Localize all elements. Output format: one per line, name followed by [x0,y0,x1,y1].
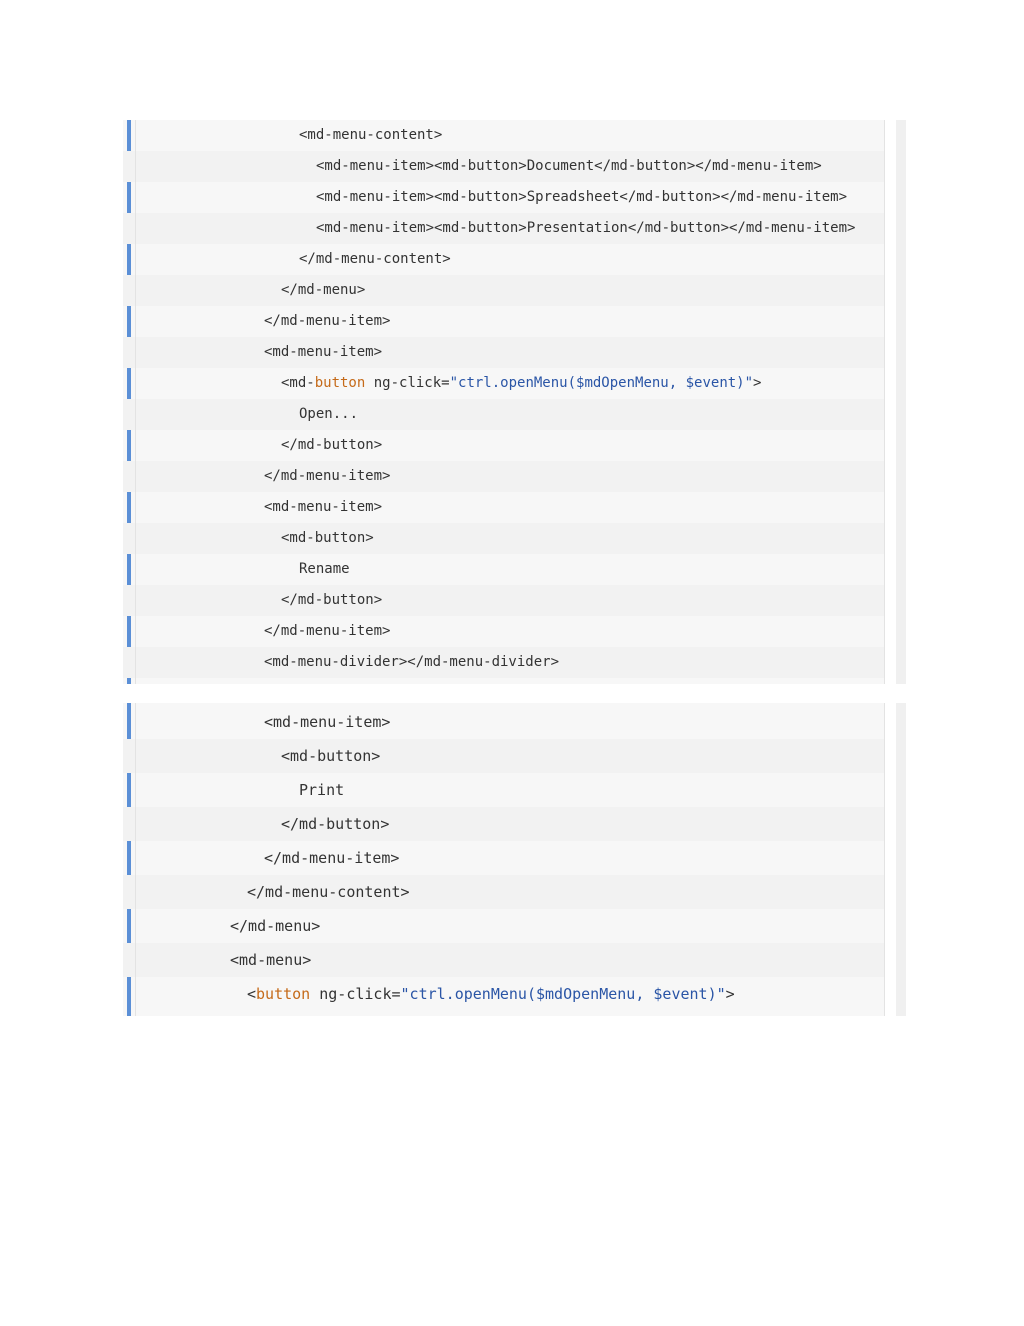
code-line [123,399,884,430]
code-line [123,977,884,1011]
code-block-2 [123,703,906,1016]
code-text: <md-menu-divider></md-menu-divider> [264,654,560,670]
token-attribute: ng-click= [310,985,401,1003]
code-block-1 [123,120,906,684]
code-text: </md-button> [281,592,383,608]
code-text: <md-button> [281,747,381,765]
code-line [123,120,884,151]
code-line [123,739,884,773]
code-text: <md-menu-item> [264,344,383,360]
code-line [123,807,884,841]
token-tag-open: <md- [281,375,315,391]
code-line [123,306,884,337]
code-text: </md-menu-content> [299,251,451,267]
code-text: <md-menu-item><md-button>Presentation</md-button></md-menu-item> [316,220,856,236]
token-tag-close: > [753,375,762,391]
code-text: Open... [299,406,359,422]
token-keyword: button [256,985,311,1003]
code-line [123,585,884,616]
code-text: Print [299,781,345,799]
code-line [123,492,884,523]
code-text: </md-menu-item> [264,849,400,867]
code-line [123,275,884,306]
code-line [123,182,884,213]
code-text: <md-menu-item> [264,499,383,515]
token-string: "ctrl.openMenu($mdOpenMenu, $event)" [400,985,726,1003]
code-text: </md-menu-item> [264,468,391,484]
code-line [123,875,884,909]
code-block-gutter [884,703,906,1016]
code-line [123,705,884,739]
code-text: </md-button> [281,437,383,453]
code-text: Rename [299,561,350,577]
code-line [123,943,884,977]
code-text: </md-menu-content> [247,883,410,901]
code-line [123,554,884,585]
code-line [123,151,884,182]
code-text: </md-menu-item> [264,623,391,639]
code-line [123,773,884,807]
token-attribute: ng-click= [365,375,450,391]
code-line [123,909,884,943]
code-text: <md-menu> [230,951,312,969]
token-tag-close: > [725,985,735,1003]
code-text [281,368,761,399]
token-tag-open: < [247,985,257,1003]
code-line [123,244,884,275]
code-text: </md-menu-item> [264,313,391,329]
code-line [123,337,884,368]
code-text: <md-menu-item><md-button>Spreadsheet</md-button></md-menu-item> [316,189,848,205]
code-line [123,616,884,647]
code-block-gutter [884,120,906,684]
code-text: <md-button> [281,530,374,546]
code-line [123,213,884,244]
code-text: <md-menu-item><md-button>Document</md-button></md-menu-item> [316,158,822,174]
code-text: </md-menu> [281,282,366,298]
token-keyword: button [314,375,366,391]
code-text [247,977,735,1011]
code-line [123,461,884,492]
code-line [123,368,884,399]
code-line [123,647,884,678]
code-line [123,841,884,875]
code-text: </md-menu> [230,917,321,935]
code-text: </md-button> [281,815,390,833]
code-line [123,430,884,461]
code-text: <md-menu-item> [264,713,391,731]
token-string: "ctrl.openMenu($mdOpenMenu, $event)" [449,375,754,391]
code-line [123,523,884,554]
code-text: <md-menu-content> [299,127,443,143]
